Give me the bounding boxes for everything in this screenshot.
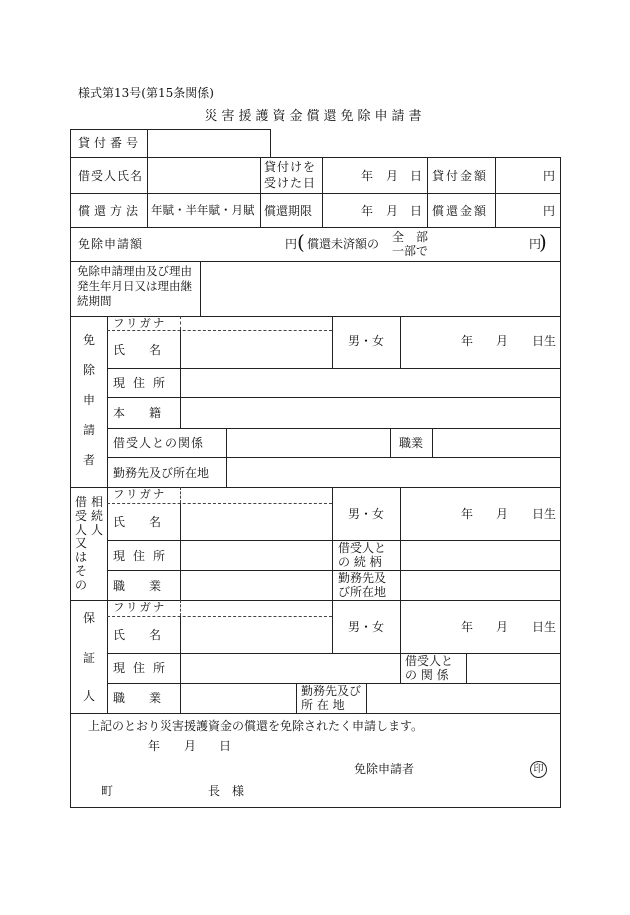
- loan-number-field[interactable]: [148, 130, 270, 157]
- applicant-address-field[interactable]: [181, 369, 560, 396]
- applicant-sign-label: 免除申請者: [354, 762, 415, 776]
- guarantor-address-field[interactable]: [181, 654, 399, 682]
- guarantor-occupation-label: 職 業: [113, 691, 162, 705]
- heir-name-label: 氏 名: [113, 515, 162, 529]
- heir-workplace-label-2: び所在地: [338, 585, 387, 599]
- heir-birth-year: 年: [461, 507, 474, 521]
- loan-received-label-2: 受けた日: [264, 176, 317, 190]
- unpaid-part[interactable]: 一部で: [392, 244, 429, 258]
- guarantor-workplace-label-2: 所 在 地: [301, 698, 345, 712]
- declaration-year: 年: [148, 739, 161, 753]
- applicant-name-label: 氏 名: [113, 343, 162, 357]
- applicant-occupation-field[interactable]: [433, 429, 560, 456]
- heir-furigana-label: フリガナ: [113, 487, 167, 501]
- applicant-address-label: 現住所: [113, 376, 174, 390]
- applicant-name-field[interactable]: [181, 331, 331, 367]
- declaration-day: 日: [219, 739, 232, 753]
- repay-method-value[interactable]: 年賦・半年賦・月賦: [151, 203, 255, 217]
- heir-birth-month: 月: [496, 507, 509, 521]
- applicant-domicile-field[interactable]: [181, 398, 560, 427]
- heir-name-field[interactable]: [181, 504, 331, 539]
- town-label: 町: [101, 784, 114, 798]
- applicant-birth-year: 年: [461, 334, 474, 348]
- applicant-relation-label: 借受人との関係: [113, 436, 205, 450]
- form-title: 災害援護資金償還免除申請書: [204, 109, 426, 124]
- borrower-name-label: 借受人氏名: [78, 169, 144, 183]
- heir-relation-field[interactable]: [401, 541, 560, 569]
- applicant-furigana-label: フリガナ: [113, 316, 167, 330]
- mayor-label: 長 様: [208, 784, 245, 798]
- applicant-section-5: 者: [82, 453, 95, 467]
- loan-amount-yen: 円: [543, 169, 556, 183]
- repay-period-label: 償還期限: [264, 204, 313, 218]
- applicant-sex[interactable]: 男・女: [348, 334, 385, 348]
- repay-date-day: 日: [410, 204, 423, 218]
- reason-field[interactable]: [201, 262, 560, 315]
- unpaid-all[interactable]: 全 部: [392, 230, 429, 244]
- guarantor-furigana-label: フリガナ: [113, 600, 167, 614]
- guarantor-occupation-field[interactable]: [181, 684, 295, 712]
- heir-address-label: 現住所: [113, 549, 174, 563]
- guarantor-workplace-field[interactable]: [367, 684, 560, 712]
- applicant-section-1: 免: [82, 333, 95, 347]
- heir-section-1: 相続人: [90, 495, 103, 537]
- applicant-workplace-label: 勤務先及び所在地: [113, 466, 210, 480]
- guarantor-relation-label-2: の 関 係: [405, 668, 449, 682]
- repay-amount-yen: 円: [543, 204, 556, 218]
- seal-icon: 印: [530, 761, 547, 778]
- right-paren-icon: ): [539, 230, 547, 254]
- form-number: 様式第13号(第15条関係): [78, 86, 214, 100]
- heir-workplace-label-1: 勤務先及: [338, 571, 387, 585]
- reason-label-3: 続期間: [77, 294, 112, 308]
- repay-amount-label: 償還金額: [432, 204, 489, 218]
- exempt-amount-label: 免除申請額: [78, 237, 144, 251]
- guarantor-section-1: 保: [82, 611, 95, 625]
- applicant-birth-day: 日生: [532, 334, 557, 348]
- guarantor-workplace-label-1: 勤務先及び: [301, 684, 362, 698]
- applicant-domicile-label: 本 籍: [113, 406, 162, 420]
- applicant-occupation-label: 職業: [399, 436, 424, 450]
- applicant-relation-field[interactable]: [227, 429, 389, 456]
- reason-label-1: 免除申請理由及び理由: [77, 264, 192, 278]
- heir-sex[interactable]: 男・女: [348, 507, 385, 521]
- guarantor-section-2: 証: [82, 651, 95, 665]
- guarantor-name-label: 氏 名: [113, 628, 162, 642]
- loan-date-day: 日: [410, 169, 423, 183]
- unpaid-label: 償還未済額の: [307, 237, 380, 251]
- borrower-name-field[interactable]: [148, 158, 259, 192]
- heir-workplace-field[interactable]: [401, 571, 560, 599]
- unpaid-yen: 円: [529, 237, 542, 251]
- exempt-amount-field[interactable]: [150, 228, 280, 260]
- guarantor-relation-field[interactable]: [467, 654, 560, 682]
- guarantor-birth-year: 年: [461, 620, 474, 634]
- applicant-section-4: 請: [82, 423, 95, 437]
- guarantor-birth-day: 日生: [532, 620, 557, 634]
- repay-date-month: 月: [386, 204, 399, 218]
- repay-date-year: 年: [361, 204, 374, 218]
- applicant-birth-month: 月: [496, 334, 509, 348]
- repay-method-label: 償還方法: [78, 204, 143, 218]
- loan-amount-label: 貸付金額: [432, 169, 489, 183]
- loan-date-year: 年: [361, 169, 374, 183]
- guarantor-birth-month: 月: [496, 620, 509, 634]
- loan-received-label-1: 貸付けを: [264, 160, 317, 174]
- heir-occupation-field[interactable]: [181, 571, 331, 599]
- guarantor-address-label: 現住所: [113, 661, 174, 675]
- heir-address-field[interactable]: [181, 541, 331, 569]
- guarantor-section-3: 人: [82, 689, 95, 703]
- applicant-workplace-field[interactable]: [227, 458, 560, 486]
- declaration-text: 上記のとおり災害援護資金の償還を免除されたく申請します。: [88, 719, 424, 733]
- guarantor-sex[interactable]: 男・女: [348, 620, 385, 634]
- guarantor-relation-label-1: 借受人と: [405, 654, 454, 668]
- applicant-sign-field[interactable]: [420, 758, 525, 780]
- left-paren-icon: (: [297, 230, 305, 254]
- heir-relation-label-2: の 続 柄: [338, 555, 382, 569]
- exempt-amount-yen: 円: [285, 237, 298, 251]
- loan-number-label: 貸付番号: [78, 136, 143, 150]
- heir-relation-label-1: 借受人と: [338, 541, 387, 555]
- applicant-section-3: 申: [82, 393, 95, 407]
- heir-birth-day: 日生: [532, 507, 557, 521]
- heir-occupation-label: 職 業: [113, 579, 162, 593]
- loan-date-month: 月: [386, 169, 399, 183]
- applicant-section-2: 除: [82, 363, 95, 377]
- reason-label-2: 発生年月日又は理由継: [77, 279, 192, 293]
- heir-section-2: 借受人又はその: [74, 495, 87, 592]
- declaration-month: 月: [184, 739, 197, 753]
- guarantor-name-field[interactable]: [181, 617, 331, 652]
